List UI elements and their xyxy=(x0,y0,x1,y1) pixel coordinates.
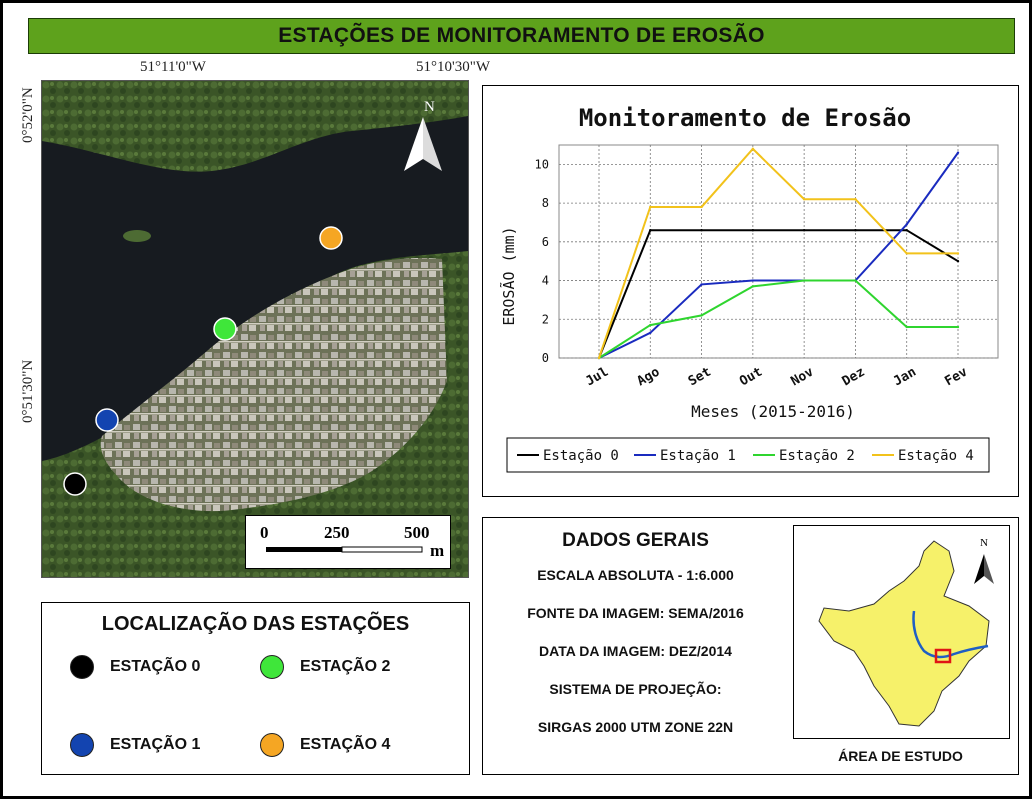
chart-point-series-3 xyxy=(854,198,856,200)
chart-point-series-0 xyxy=(906,229,908,231)
chart-y-tick-label: 4 xyxy=(541,273,549,288)
legend-item-station-1 xyxy=(70,733,200,757)
station-1-marker[interactable] xyxy=(96,409,118,431)
chart-point-series-2 xyxy=(700,314,702,316)
erosion-chart-panel xyxy=(482,85,1019,497)
chart-legend-label-0: Estação 0 xyxy=(543,448,619,464)
chart-point-series-0 xyxy=(803,229,805,231)
info-image-date: DATA DA IMAGEM: DEZ/2014 xyxy=(539,643,732,659)
legend-item-station-4 xyxy=(260,733,390,757)
chart-point-series-1 xyxy=(700,283,702,285)
chart-point-series-3 xyxy=(598,357,600,359)
station-0-swatch xyxy=(70,655,94,679)
chart-y-tick-label: 2 xyxy=(541,312,549,327)
station-2-marker[interactable] xyxy=(214,318,236,340)
station-0-marker[interactable] xyxy=(64,473,86,495)
chart-x-tick-label: Jan xyxy=(891,364,919,390)
inset-north-label: N xyxy=(980,537,988,549)
chart-point-series-2 xyxy=(649,324,651,326)
chart-y-axis-label: EROSÃO (mm) xyxy=(500,226,518,326)
chart-point-series-3 xyxy=(752,148,754,150)
chart-y-tick-label: 6 xyxy=(541,234,549,249)
chart-point-series-3 xyxy=(649,206,651,208)
chart-x-tick-label: Fev xyxy=(942,364,971,390)
scale-label-0: 0 xyxy=(260,523,269,542)
chart-legend-label-1: Estação 1 xyxy=(660,448,736,464)
chart-x-tick-label: Dez xyxy=(839,364,868,390)
station-4-marker[interactable] xyxy=(320,227,342,249)
chart-point-series-1 xyxy=(906,223,908,225)
chart-point-series-3 xyxy=(906,252,908,254)
legend-item-label: ESTAÇÃO 0 xyxy=(110,658,201,675)
legend-item-label: ESTAÇÃO 2 xyxy=(300,658,391,675)
inset-north-arrow-icon xyxy=(974,554,994,584)
chart-point-series-2 xyxy=(752,285,754,287)
info-title: DADOS GERAIS xyxy=(562,530,709,551)
chart-point-series-3 xyxy=(803,198,805,200)
north-label: N xyxy=(424,99,435,115)
chart-point-series-0 xyxy=(957,260,959,262)
satellite-map[interactable] xyxy=(41,80,469,578)
longitude-label-left: 51°11'0"W xyxy=(140,59,206,75)
chart-point-series-3 xyxy=(700,206,702,208)
chart-point-series-1 xyxy=(649,332,651,334)
station-legend-title: LOCALIZAÇÃO DAS ESTAÇÕES xyxy=(101,613,410,635)
general-info-panel xyxy=(482,517,1019,775)
legend-item-label: ESTAÇÃO 4 xyxy=(300,736,391,753)
station-2-swatch xyxy=(260,655,284,679)
chart-legend-label-2: Estação 2 xyxy=(779,448,855,464)
erosion-line-chart xyxy=(483,86,1018,496)
study-area-inset-map xyxy=(793,525,1010,739)
chart-point-series-2 xyxy=(803,279,805,281)
study-area-region xyxy=(819,541,989,726)
chart-legend-label-3: Estação 4 xyxy=(898,448,974,464)
chart-point-series-2 xyxy=(906,326,908,328)
latitude-label-lower: 0°51'30"N xyxy=(20,359,36,423)
island xyxy=(123,230,151,242)
chart-x-tick-label: Ago xyxy=(634,364,663,390)
scale-unit: m xyxy=(430,541,445,560)
station-1-swatch xyxy=(70,733,94,757)
legend-item-station-2 xyxy=(260,655,390,679)
chart-point-series-0 xyxy=(854,229,856,231)
info-projection-value: SIRGAS 2000 UTM ZONE 22N xyxy=(537,719,734,735)
chart-point-series-1 xyxy=(752,279,754,281)
info-image-source: FONTE DA IMAGEM: SEMA/2016 xyxy=(527,605,744,621)
scale-label-250: 250 xyxy=(324,523,350,542)
longitude-label-right: 51°10'30"W xyxy=(416,59,490,75)
scale-label-500: 500 xyxy=(404,523,430,542)
legend-item-label: ESTAÇÃO 1 xyxy=(110,736,201,753)
chart-x-tick-label: Out xyxy=(737,364,766,390)
chart-y-tick-label: 0 xyxy=(541,351,549,365)
station-legend-panel xyxy=(41,602,470,775)
chart-point-series-0 xyxy=(752,229,754,231)
legend-item-station-0 xyxy=(70,655,200,679)
chart-point-series-3 xyxy=(957,252,959,254)
chart-y-tick-label: 8 xyxy=(541,196,549,211)
scale-bar xyxy=(245,515,451,569)
page-title: ESTAÇÕES DE MONITORAMENTO DE EROSÃO xyxy=(28,18,1015,54)
chart-point-series-2 xyxy=(957,326,959,328)
info-scale: ESCALA ABSOLUTA - 1:6.000 xyxy=(537,567,734,583)
chart-x-axis-label: Meses (2015-2016) xyxy=(691,402,855,421)
info-projection-label: SISTEMA DE PROJEÇÃO: xyxy=(549,681,722,697)
chart-point-series-2 xyxy=(854,279,856,281)
latitude-label-upper: 0°52'0"N xyxy=(20,87,36,143)
chart-point-series-0 xyxy=(700,229,702,231)
chart-title: Monitoramento de Erosão xyxy=(578,104,912,132)
station-4-swatch xyxy=(260,733,284,757)
chart-y-tick-label: 10 xyxy=(534,157,549,172)
chart-x-tick-label: Jul xyxy=(583,364,612,390)
chart-point-series-0 xyxy=(649,229,651,231)
chart-x-tick-label: Set xyxy=(685,364,714,390)
chart-point-series-1 xyxy=(957,152,959,154)
chart-x-tick-label: Nov xyxy=(788,364,817,390)
inset-caption: ÁREA DE ESTUDO xyxy=(838,748,963,764)
